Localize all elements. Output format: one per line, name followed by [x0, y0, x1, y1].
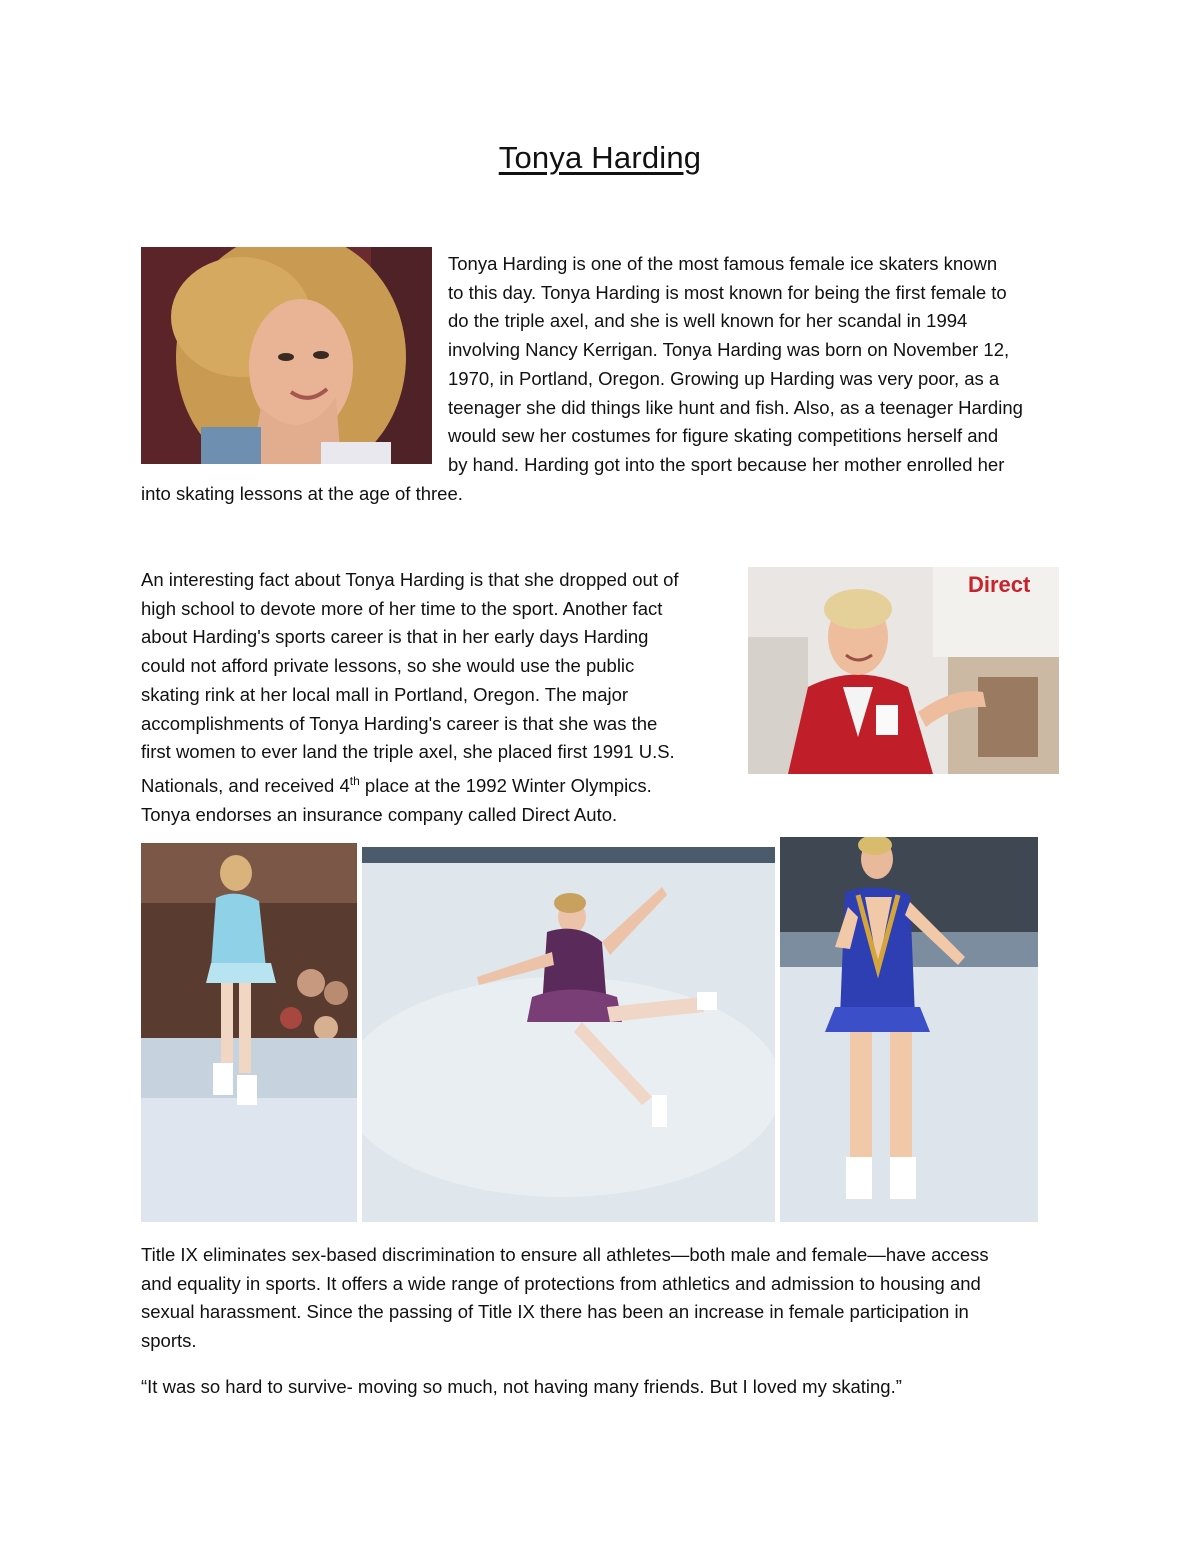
intro-line: do the triple axel, and she is well known for her scandal in 1994 — [448, 310, 968, 332]
intro-line: would sew her costumes for figure skating competitions herself and — [448, 425, 999, 447]
skating-photo-jump — [141, 843, 357, 1222]
facts-line — [141, 767, 679, 801]
facts-text: place at the 1992 Winter Olympics. — [359, 775, 652, 797]
quote: “It was so hard to survive- moving so much, not having many friends. But I loved my skating.” — [141, 1376, 902, 1397]
intro-paragraph — [448, 250, 1023, 480]
facts-line: first women to ever land the triple axel, she placed first 1991 U.S. — [141, 741, 675, 763]
facts-line: about Harding's sports career is that in her early days Harding — [141, 626, 649, 648]
facts-text: Nationals, and received 4 — [141, 775, 350, 797]
direct-sign-text: Direct — [968, 572, 1031, 597]
facts-line: could not afford private lessons, so she would use the public — [141, 655, 635, 677]
portrait-photo — [141, 247, 432, 464]
facts-line: accomplishments of Tonya Harding's career is that she was the — [141, 712, 658, 734]
intro-line: involving Nancy Kerrigan. Tonya Harding was born on November 12, — [448, 339, 1010, 361]
intro-line: 1970, in Portland, Oregon. Growing up Harding was very poor, as a — [448, 367, 1000, 389]
intro-line: teenager she did things like hunt and fish. Also, as a teenager Harding — [448, 396, 1023, 418]
title-ix-line: sexual harassment. Since the passing of Title IX there has been an increase in female participation in — [141, 1301, 969, 1323]
facts-line: high school to devote more of her time to the sport. Another fact — [141, 597, 663, 619]
intro-line: Tonya Harding is one of the most famous female ice skaters known — [448, 253, 998, 274]
skating-photo-spiral — [362, 847, 775, 1222]
ordinal-superscript: th — [349, 773, 360, 788]
skating-photo-celebration — [780, 837, 1038, 1222]
facts-line: skating rink at her local mall in Portland, Oregon. The major — [141, 683, 629, 705]
facts-line: Tonya endorses an insurance company called Direct Auto. — [141, 803, 618, 825]
title-ix-line: and equality in sports. It offers a wide range of protections from athletics and admission to housing and — [141, 1272, 981, 1294]
intro-line: to this day. Tonya Harding is most known for being the first female to — [448, 281, 1007, 303]
title-ix-line: sports. — [141, 1330, 197, 1352]
facts-paragraph — [141, 566, 679, 829]
title-ix-paragraph — [141, 1241, 989, 1356]
page-title: Tonya Harding — [498, 140, 702, 175]
facts-line: An interesting fact about Tonya Harding is that she dropped out of — [141, 569, 679, 590]
direct-auto-photo — [748, 567, 1059, 774]
title-ix-line: Title IX eliminates sex-based discrimination to ensure all athletes—both male and female—have access — [141, 1244, 989, 1265]
intro-last-line: into skating lessons at the age of three. — [141, 483, 463, 504]
intro-line: by hand. Harding got into the sport because her mother enrolled her — [448, 453, 1005, 475]
